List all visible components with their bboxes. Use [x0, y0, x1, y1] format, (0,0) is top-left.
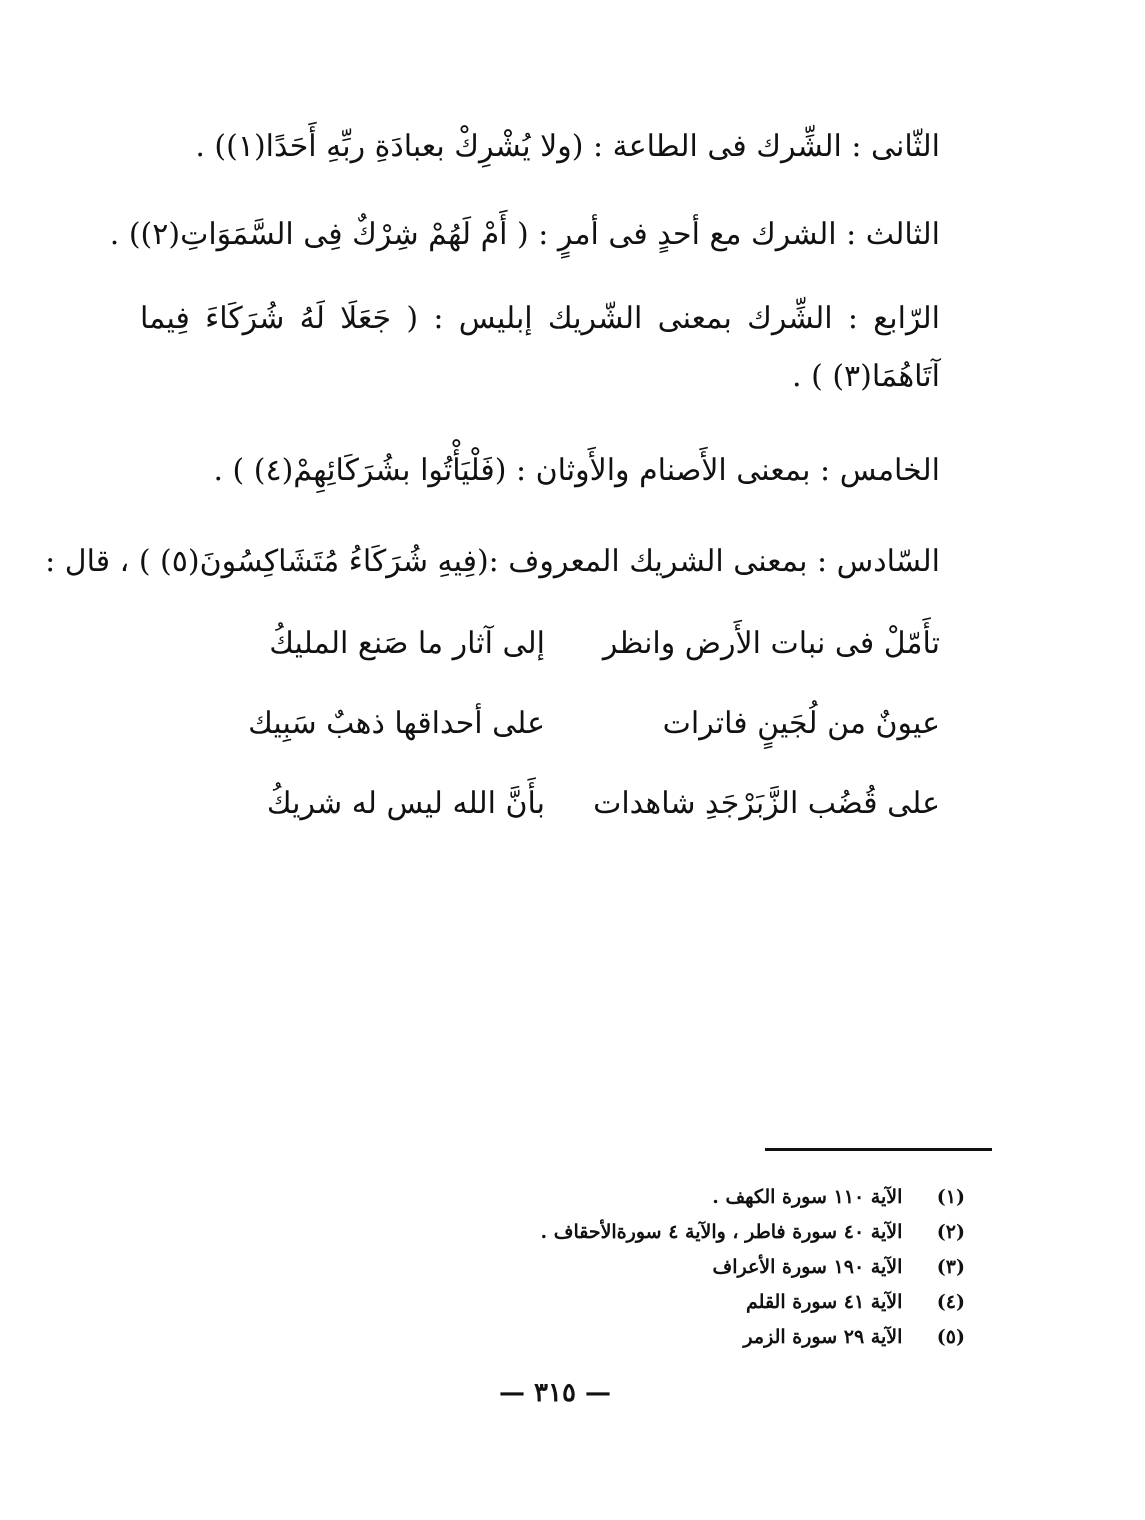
poem-verse-1-second-hemistich: إلى آثار ما صَنع المليكُ	[269, 626, 545, 661]
poem-verse-1-first-hemistich: تأَمّلْ فى نبات الأَرض وانظر	[602, 626, 940, 661]
body-line-second: الثّانى : الشِّرك فى الطاعة : (ولا يُشْرِكْ بعبادَةِ ربِّهِ أَحَدًا(١)) .	[195, 129, 940, 164]
footnote-text: الآية ٢٩ سورة الزمر	[743, 1326, 903, 1348]
body-line-fourth: الرّابع : الشِّرك بمعنى الشّريك إبليس : ( جَعَلَا لَهُ شُرَكَاءَ فِيما آتَاهُمَا(٣) ) .	[140, 301, 940, 394]
poem-verse-2-first-hemistich: عيونٌ من لُجَينٍ فاترات	[662, 706, 940, 741]
body-line-sixth: السّادس : بمعنى الشريك المعروف :(فِيهِ شُرَكَاءُ مُتَشَاكِسُونَ(٥) ) ، قال :	[45, 544, 940, 579]
poem-verse-2-second-hemistich: على أحداقها ذهبٌ سَبِيك	[248, 706, 545, 741]
footnote-text: الآية ٤٠ سورة فاطر ، والآية ٤ سورةالأحقاف .	[540, 1221, 903, 1243]
footnote-separator	[765, 1148, 992, 1151]
footnote-number: (١)	[936, 1186, 965, 1208]
poem-verse-3-second-hemistich: بأَنَّ الله ليس له شريكُ	[266, 786, 545, 821]
footnote-4	[746, 1287, 965, 1317]
footnote-number: (٤)	[936, 1291, 965, 1313]
page-number: — ٣١٥ —	[498, 1378, 612, 1408]
footnote-text: الآية ٤١ سورة القلم	[746, 1291, 903, 1313]
footnote-number: (٢)	[936, 1221, 965, 1243]
footnote-2	[541, 1217, 965, 1247]
footnote-text: الآية ١٩٠ سورة الأعراف	[712, 1256, 903, 1278]
poem-verse-3-first-hemistich: على قُضُب الزَّبَرْجَدِ شاهدات	[593, 786, 940, 821]
footnote-number: (٣)	[936, 1256, 965, 1278]
body-line-third: الثالث : الشرك مع أحدٍ فى أمرٍ : ( أَمْ لَهُمْ شِرْكٌ فِى السَّمَوَاتِ(٢)) .	[109, 217, 940, 252]
footnote-3	[713, 1252, 965, 1282]
footnote-text: الآية ١١٠ سورة الكهف .	[712, 1186, 903, 1208]
footnote-number: (٥)	[936, 1326, 965, 1348]
footnote-5	[743, 1322, 965, 1352]
body-line-fifth: الخامس : بمعنى الأَصنام والأَوثان : (فَلْيَأْتُوا بشُرَكَائِهِمْ(٤) ) .	[213, 453, 940, 488]
footnote-1	[712, 1182, 965, 1212]
